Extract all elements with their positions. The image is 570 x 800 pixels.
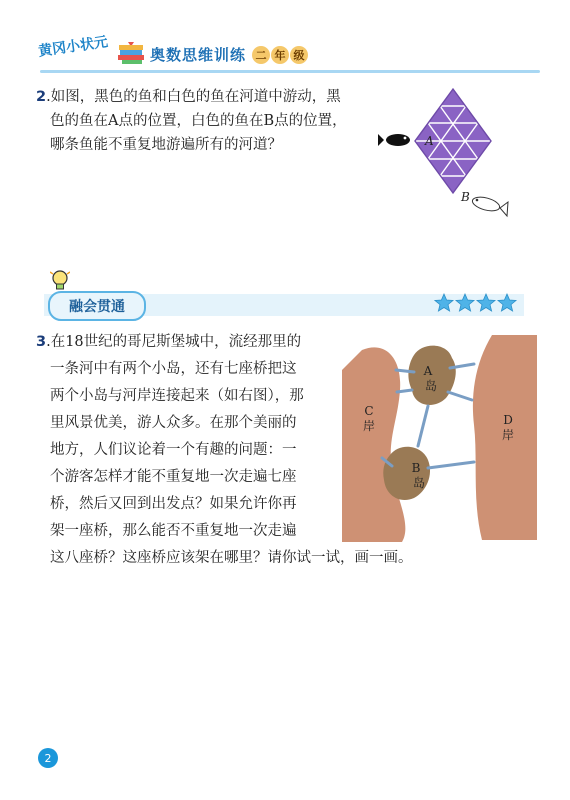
problem-3-text-1: .在18世纪的哥尼斯堡城中，流经那里的 [46,334,302,350]
bank-c-letter: C [364,404,374,418]
bridge [448,392,472,400]
bank-d-char: 岸 [502,428,515,442]
problem-3-line-4: 里风景优美，游人众多。在那个美丽的 [50,415,297,431]
header [0,0,570,80]
black-fish-icon [378,134,410,146]
books-icon [116,40,146,66]
island-b-char: 岛 [413,476,426,490]
page-number: 2 [38,748,58,768]
island-a-label [419,364,437,394]
grade-badge-1: 二 [252,46,270,64]
series-title: 奥数思维训练 [150,46,247,64]
section-title: 融会贯通 [48,291,146,321]
problem-2-text-1: .如图，黑色的鱼和白色的鱼在河道中游动，黑 [46,89,341,105]
problem-2-line-3: 哪条鱼能不重复地游遍所有的河道？ [50,137,282,153]
brand-logo: 黄冈小状元 [37,34,109,60]
bridge [418,406,428,446]
difficulty-stars [434,293,518,313]
point-b-label: B [461,190,470,204]
header-divider [40,70,540,73]
star-icon [435,294,453,311]
island-b-label [407,461,425,491]
problem-2 [36,85,376,157]
bank-d-letter: D [503,413,513,427]
star-icon [498,294,516,311]
problem-2-line-2: 色的鱼在A点的位置，白色的鱼在B点的位置， [50,113,347,129]
star-icon [477,294,495,311]
grade-badge-2: 年 [271,46,289,64]
river-grid-figure [378,82,518,222]
island-b-letter: B [411,461,421,475]
white-fish-icon [471,195,508,216]
problem-3-line-9: 这八座桥？这座桥应该架在哪里？请你试一试，画一画。 [50,550,413,566]
bank-c-label [363,404,375,434]
problem-2-number: 2 [36,89,47,105]
point-a-label: A [425,134,434,148]
star-icon [456,294,474,311]
problem-3-line-8: 架一座桥，那么能否不重复地一次走遍 [50,523,297,539]
grade-badge-3: 级 [290,46,308,64]
bridge [428,462,474,468]
problem-3-number: 3 [36,334,47,350]
bridge [396,370,414,372]
bank-c-char: 岸 [363,419,376,433]
problem-3-line-6: 个游客怎样才能不重复地一次走遍七座 [50,469,297,485]
problem-3-line-5: 地方，人们议论着一个有趣的问题：一 [50,442,297,458]
problem-3-line-3: 两个小岛与河岸连接起来（如右图），那 [50,388,304,404]
problem-3-line-7: 桥，然后又回到出发点？如果允许你再 [50,496,297,512]
bank-c [342,347,405,542]
bank-d-label [502,413,514,443]
bridge [397,390,412,392]
island-a-char: 岛 [425,379,438,393]
problem-3-line-2: 一条河中有两个小岛，还有七座桥把这 [50,361,297,377]
island-a-letter: A [423,364,433,378]
problem-2-line-1 [36,85,376,109]
